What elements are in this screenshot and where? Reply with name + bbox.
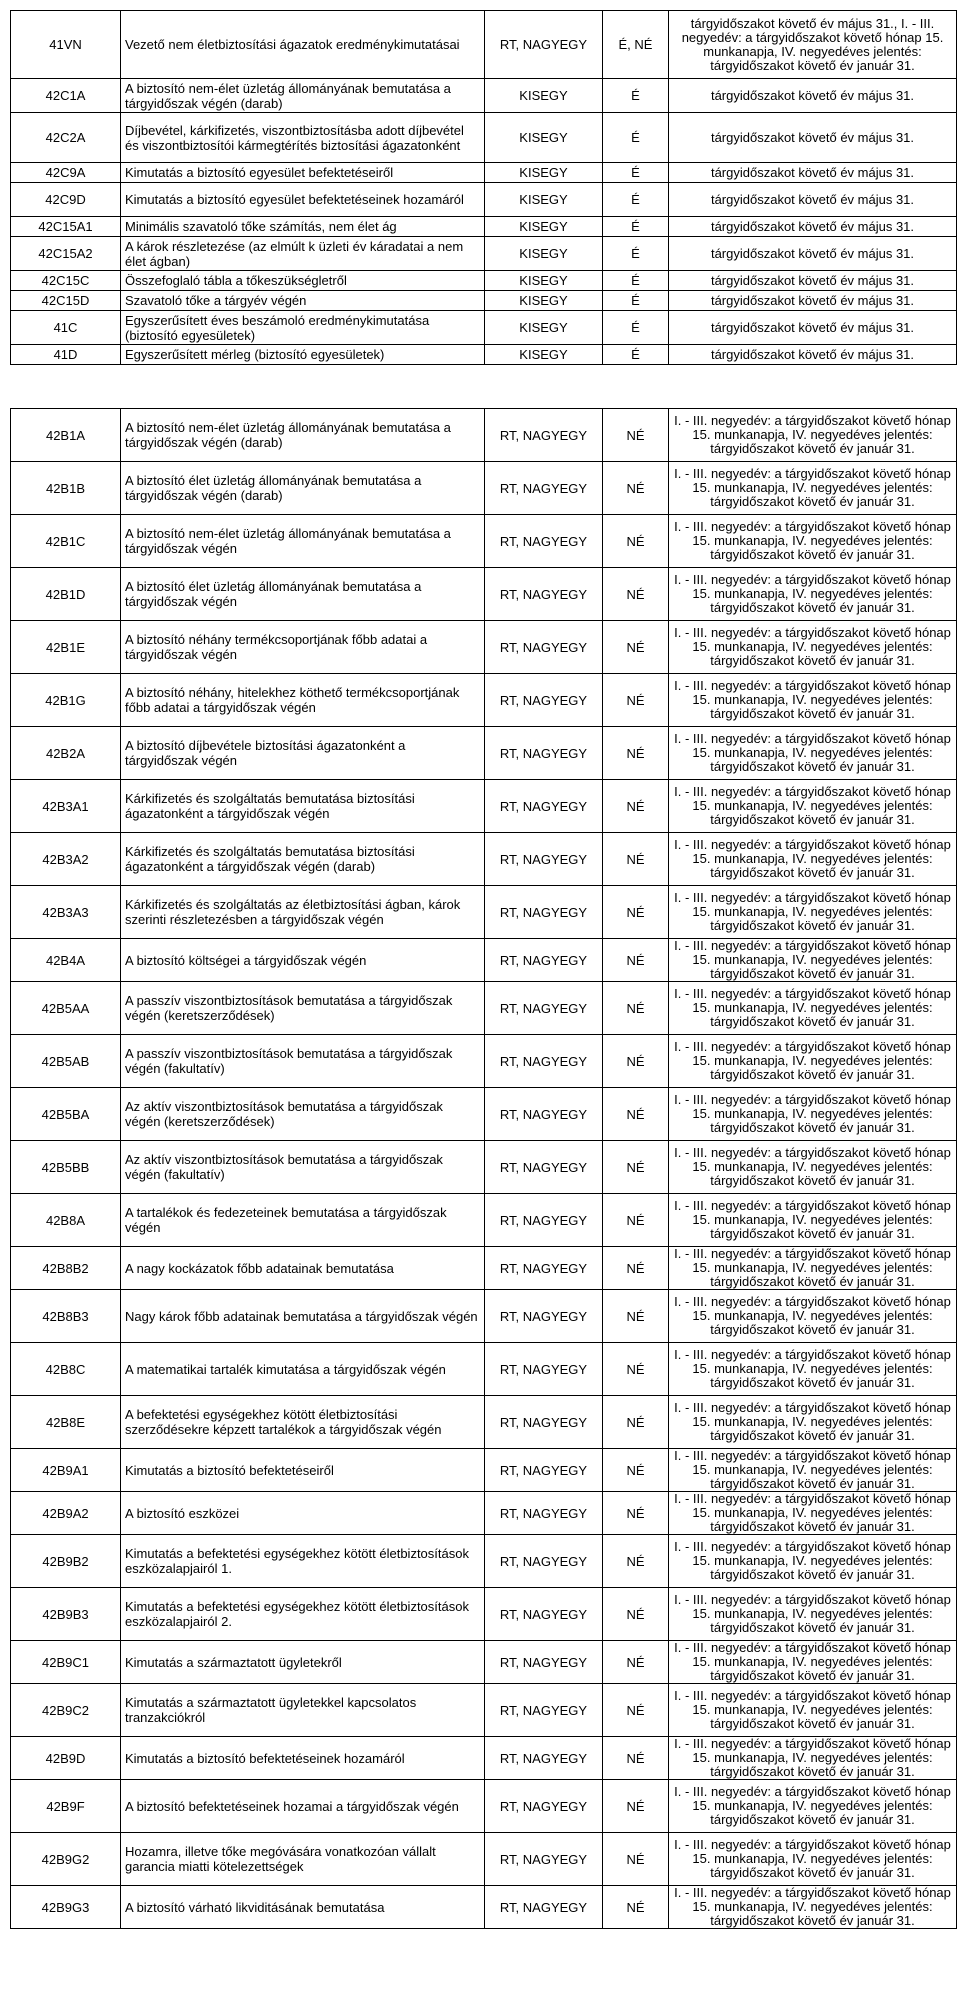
submission-deadline: I. - III. negyedév: a tárgyidőszakot követő hónap 15. munkanapja, IV. negyedéves jelentés: tárgyidőszakot követő év január 31. [669, 1247, 957, 1290]
submission-deadline: I. - III. negyedév: a tárgyidőszakot követő hónap 15. munkanapja, IV. negyedéves jelentés: tárgyidőszakot követő év január 31. [669, 1035, 957, 1088]
report-description: Nagy károk főbb adatainak bemutatása a tárgyidőszak végén [121, 1290, 485, 1343]
report-description: A biztosító nem-élet üzletág állományának bemutatása a tárgyidőszak végén [121, 515, 485, 568]
bottom-table-row [11, 1684, 957, 1737]
reporting-subject: KISEGY [485, 183, 603, 217]
report-description: A biztosító eszközei [121, 1492, 485, 1535]
report-description: Kimutatás a biztosító egyesület befektetéseinek hozamáról [121, 183, 485, 217]
submission-deadline: I. - III. negyedév: a tárgyidőszakot követő hónap 15. munkanapja, IV. negyedéves jelentés: tárgyidőszakot követő év január 31. [669, 886, 957, 939]
submission-deadline: tárgyidőszakot követő év május 31. [669, 291, 957, 311]
submission-deadline: tárgyidőszakot követő év május 31. [669, 237, 957, 271]
submission-deadline: I. - III. negyedév: a tárgyidőszakot követő hónap 15. munkanapja, IV. negyedéves jelentés: tárgyidőszakot követő év január 31. [669, 1641, 957, 1684]
submission-deadline: I. - III. negyedév: a tárgyidőszakot követő hónap 15. munkanapja, IV. negyedéves jelentés: tárgyidőszakot követő év január 31. [669, 1780, 957, 1833]
top-table-row [11, 237, 957, 271]
reporting-subject: RT, NAGYEGY [485, 1492, 603, 1535]
report-code: 42B9G3 [11, 1886, 121, 1929]
submission-deadline: I. - III. negyedév: a tárgyidőszakot követő hónap 15. munkanapja, IV. negyedéves jelentés: tárgyidőszakot követő év január 31. [669, 621, 957, 674]
bottom-table-row [11, 939, 957, 982]
report-description: Kimutatás a származtatott ügyletekről [121, 1641, 485, 1684]
report-description: Kimutatás a biztosító befektetéseiről [121, 1449, 485, 1492]
business-type: É [603, 291, 669, 311]
reporting-subject: RT, NAGYEGY [485, 11, 603, 79]
report-code: 42C2A [11, 113, 121, 163]
reporting-subject: RT, NAGYEGY [485, 833, 603, 886]
report-code: 42C15D [11, 291, 121, 311]
business-type: É [603, 345, 669, 365]
report-code: 42C1A [11, 79, 121, 113]
submission-deadline: tárgyidőszakot követő év május 31. [669, 345, 957, 365]
report-code: 42B1D [11, 568, 121, 621]
reporting-subject: RT, NAGYEGY [485, 621, 603, 674]
report-code: 42B9G2 [11, 1833, 121, 1886]
report-code: 42B8A [11, 1194, 121, 1247]
report-code: 42B1C [11, 515, 121, 568]
bottom-table-row [11, 462, 957, 515]
report-description: Összefoglaló tábla a tőkeszükségletről [121, 271, 485, 291]
report-description: Hozamra, illetve tőke megóvására vonatkozóan vállalt garancia miatti kötelezettségek [121, 1833, 485, 1886]
report-description: A károk részletezése (az elmúlt k üzleti év káradatai a nem élet ágban) [121, 237, 485, 271]
bottom-table-row [11, 1141, 957, 1194]
top-table-row [11, 345, 957, 365]
reporting-subject: RT, NAGYEGY [485, 1035, 603, 1088]
bottom-table-row [11, 1035, 957, 1088]
bottom-table-row [11, 982, 957, 1035]
submission-deadline: tárgyidőszakot követő év május 31. [669, 183, 957, 217]
business-type: NÉ [603, 1641, 669, 1684]
report-code: 42B5AB [11, 1035, 121, 1088]
reporting-subject: RT, NAGYEGY [485, 1290, 603, 1343]
business-type: NÉ [603, 1290, 669, 1343]
submission-deadline: tárgyidőszakot követő év május 31. [669, 217, 957, 237]
business-type: NÉ [603, 1141, 669, 1194]
report-code: 42B9A2 [11, 1492, 121, 1535]
reporting-subject: KISEGY [485, 163, 603, 183]
business-type: NÉ [603, 1737, 669, 1780]
report-code: 42B8C [11, 1343, 121, 1396]
business-type: NÉ [603, 674, 669, 727]
business-type: NÉ [603, 1588, 669, 1641]
bottom-table-row [11, 1588, 957, 1641]
reporting-subject: RT, NAGYEGY [485, 939, 603, 982]
report-description: Az aktív viszontbiztosítások bemutatása a tárgyidőszak végén (keretszerződések) [121, 1088, 485, 1141]
report-code: 42C15C [11, 271, 121, 291]
submission-deadline: I. - III. negyedév: a tárgyidőszakot követő hónap 15. munkanapja, IV. negyedéves jelentés: tárgyidőszakot követő év január 31. [669, 1886, 957, 1929]
submission-deadline: tárgyidőszakot követő év május 31. [669, 79, 957, 113]
submission-deadline: tárgyidőszakot követő év május 31. [669, 271, 957, 291]
report-code: 41VN [11, 11, 121, 79]
business-type: NÉ [603, 1833, 669, 1886]
report-code: 42B3A1 [11, 780, 121, 833]
bottom-report-table [10, 408, 957, 1929]
report-description: Kárkifizetés és szolgáltatás bemutatása biztosítási ágazatonként a tárgyidőszak végén (darab) [121, 833, 485, 886]
business-type: NÉ [603, 409, 669, 462]
submission-deadline: I. - III. negyedév: a tárgyidőszakot követő hónap 15. munkanapja, IV. negyedéves jelentés: tárgyidőszakot követő év január 31. [669, 674, 957, 727]
report-description: Kimutatás a biztosító befektetéseinek hozamáról [121, 1737, 485, 1780]
reporting-subject: RT, NAGYEGY [485, 982, 603, 1035]
report-code: 41C [11, 311, 121, 345]
report-code: 42B9C1 [11, 1641, 121, 1684]
business-type: NÉ [603, 515, 669, 568]
business-type: NÉ [603, 780, 669, 833]
top-table-row [11, 113, 957, 163]
bottom-table-row [11, 674, 957, 727]
report-code: 42C9D [11, 183, 121, 217]
business-type: NÉ [603, 1396, 669, 1449]
business-type: NÉ [603, 1247, 669, 1290]
report-description: A passzív viszontbiztosítások bemutatása a tárgyidőszak végén (keretszerződések) [121, 982, 485, 1035]
submission-deadline: tárgyidőszakot követő év május 31. [669, 163, 957, 183]
report-code: 42B4A [11, 939, 121, 982]
submission-deadline: I. - III. negyedév: a tárgyidőszakot követő hónap 15. munkanapja, IV. negyedéves jelentés: tárgyidőszakot követő év január 31. [669, 1737, 957, 1780]
business-type: É, NÉ [603, 11, 669, 79]
report-description: Kimutatás a befektetési egységekhez kötött életbiztosítások eszközalapjairól 1. [121, 1535, 485, 1588]
reporting-subject: RT, NAGYEGY [485, 568, 603, 621]
bottom-table-row [11, 727, 957, 780]
report-code: 42B5BB [11, 1141, 121, 1194]
top-table-row [11, 11, 957, 79]
business-type: NÉ [603, 568, 669, 621]
submission-deadline: I. - III. negyedév: a tárgyidőszakot követő hónap 15. munkanapja, IV. negyedéves jelentés: tárgyidőszakot követő év január 31. [669, 1141, 957, 1194]
report-description: Kárkifizetés és szolgáltatás az életbiztosítási ágban, károk szerinti részletezésben a tárgyidőszak végén [121, 886, 485, 939]
business-type: NÉ [603, 1886, 669, 1929]
report-description: A tartalékok és fedezeteinek bemutatása a tárgyidőszak végén [121, 1194, 485, 1247]
report-code: 42B1G [11, 674, 121, 727]
bottom-table-row [11, 1492, 957, 1535]
business-type: NÉ [603, 621, 669, 674]
submission-deadline: tárgyidőszakot követő év május 31., I. - III. negyedév: a tárgyidőszakot követő hónap 15. munkanapja, IV. negyedéves jelentés: tárgyidőszakot követő év január 31. [669, 11, 957, 79]
reporting-subject: RT, NAGYEGY [485, 1737, 603, 1780]
reporting-subject: KISEGY [485, 271, 603, 291]
reporting-subject: RT, NAGYEGY [485, 1641, 603, 1684]
business-type: NÉ [603, 1780, 669, 1833]
business-type: É [603, 183, 669, 217]
top-table-row [11, 163, 957, 183]
bottom-table-row [11, 1290, 957, 1343]
bottom-table-row [11, 568, 957, 621]
reporting-subject: RT, NAGYEGY [485, 1141, 603, 1194]
report-description: Díjbevétel, kárkifizetés, viszontbiztosításba adott díjbevétel és viszontbiztosítói kármegtérítés biztosítási ágazatonként [121, 113, 485, 163]
bottom-table-row [11, 515, 957, 568]
reporting-subject: KISEGY [485, 217, 603, 237]
top-table-row [11, 79, 957, 113]
submission-deadline: I. - III. negyedév: a tárgyidőszakot követő hónap 15. munkanapja, IV. negyedéves jelentés: tárgyidőszakot követő év január 31. [669, 1492, 957, 1535]
top-table-row [11, 217, 957, 237]
submission-deadline: I. - III. negyedév: a tárgyidőszakot követő hónap 15. munkanapja, IV. negyedéves jelentés: tárgyidőszakot követő év január 31. [669, 1535, 957, 1588]
reporting-subject: RT, NAGYEGY [485, 727, 603, 780]
report-description: A matematikai tartalék kimutatása a tárgyidőszak végén [121, 1343, 485, 1396]
report-description: A biztosító néhány termékcsoportjának főbb adatai a tárgyidőszak végén [121, 621, 485, 674]
business-type: É [603, 271, 669, 291]
report-code: 42B8E [11, 1396, 121, 1449]
report-code: 42C15A1 [11, 217, 121, 237]
submission-deadline: I. - III. negyedév: a tárgyidőszakot követő hónap 15. munkanapja, IV. negyedéves jelentés: tárgyidőszakot követő év január 31. [669, 462, 957, 515]
business-type: NÉ [603, 1535, 669, 1588]
business-type: É [603, 217, 669, 237]
business-type: NÉ [603, 1684, 669, 1737]
report-code: 42B5AA [11, 982, 121, 1035]
report-description: A biztosító várható likviditásának bemutatása [121, 1886, 485, 1929]
reporting-subject: RT, NAGYEGY [485, 1886, 603, 1929]
submission-deadline: I. - III. negyedév: a tárgyidőszakot követő hónap 15. munkanapja, IV. negyedéves jelentés: tárgyidőszakot követő év január 31. [669, 1396, 957, 1449]
business-type: NÉ [603, 1343, 669, 1396]
report-description: Kimutatás a befektetési egységekhez kötött életbiztosítások eszközalapjairól 2. [121, 1588, 485, 1641]
top-table-row [11, 183, 957, 217]
report-code: 42B8B3 [11, 1290, 121, 1343]
reporting-subject: RT, NAGYEGY [485, 674, 603, 727]
bottom-table-row [11, 1886, 957, 1929]
report-code: 42B3A3 [11, 886, 121, 939]
bottom-table-row [11, 1194, 957, 1247]
submission-deadline: I. - III. negyedév: a tárgyidőszakot követő hónap 15. munkanapja, IV. negyedéves jelentés: tárgyidőszakot követő év január 31. [669, 727, 957, 780]
bottom-table-row [11, 1780, 957, 1833]
report-code: 41D [11, 345, 121, 365]
reporting-subject: RT, NAGYEGY [485, 1247, 603, 1290]
business-type: É [603, 113, 669, 163]
submission-deadline: I. - III. negyedév: a tárgyidőszakot követő hónap 15. munkanapja, IV. negyedéves jelentés: tárgyidőszakot követő év január 31. [669, 568, 957, 621]
submission-deadline: tárgyidőszakot követő év május 31. [669, 113, 957, 163]
report-description: Kárkifizetés és szolgáltatás bemutatása biztosítási ágazatonként a tárgyidőszak végén [121, 780, 485, 833]
reporting-subject: RT, NAGYEGY [485, 462, 603, 515]
business-type: NÉ [603, 833, 669, 886]
reporting-subject: KISEGY [485, 237, 603, 271]
report-description: A biztosító néhány, hitelekhez köthető termékcsoportjának főbb adatai a tárgyidőszak végén [121, 674, 485, 727]
report-description: A befektetési egységekhez kötött életbiztosítási szerződésekre képzett tartalékok a tárgyidőszak végén [121, 1396, 485, 1449]
submission-deadline: I. - III. negyedév: a tárgyidőszakot követő hónap 15. munkanapja, IV. negyedéves jelentés: tárgyidőszakot követő év január 31. [669, 1449, 957, 1492]
reporting-subject: KISEGY [485, 311, 603, 345]
reporting-subject: RT, NAGYEGY [485, 1343, 603, 1396]
reporting-subject: RT, NAGYEGY [485, 1588, 603, 1641]
business-type: NÉ [603, 462, 669, 515]
reporting-subject: RT, NAGYEGY [485, 1449, 603, 1492]
reporting-subject: KISEGY [485, 113, 603, 163]
report-description: A biztosító befektetéseinek hozamai a tárgyidőszak végén [121, 1780, 485, 1833]
business-type: NÉ [603, 1194, 669, 1247]
business-type: NÉ [603, 1449, 669, 1492]
submission-deadline: tárgyidőszakot követő év május 31. [669, 311, 957, 345]
submission-deadline: I. - III. negyedév: a tárgyidőszakot követő hónap 15. munkanapja, IV. negyedéves jelentés: tárgyidőszakot követő év január 31. [669, 1194, 957, 1247]
business-type: NÉ [603, 939, 669, 982]
business-type: NÉ [603, 1492, 669, 1535]
report-code: 42C9A [11, 163, 121, 183]
business-type: NÉ [603, 727, 669, 780]
report-description: Szavatoló tőke a tárgyév végén [121, 291, 485, 311]
report-description: A biztosító nem-élet üzletág állományának bemutatása a tárgyidőszak végén (darab) [121, 409, 485, 462]
reporting-subject: RT, NAGYEGY [485, 409, 603, 462]
bottom-table-row [11, 1247, 957, 1290]
report-description: Az aktív viszontbiztosítások bemutatása a tárgyidőszak végén (fakultatív) [121, 1141, 485, 1194]
business-type: É [603, 79, 669, 113]
bottom-table-row [11, 1535, 957, 1588]
report-code: 42B9D [11, 1737, 121, 1780]
reporting-subject: RT, NAGYEGY [485, 515, 603, 568]
reporting-subject: KISEGY [485, 345, 603, 365]
reporting-subject: RT, NAGYEGY [485, 1396, 603, 1449]
report-description: Vezető nem életbiztosítási ágazatok eredménykimutatásai [121, 11, 485, 79]
report-code: 42B1B [11, 462, 121, 515]
business-type: NÉ [603, 1035, 669, 1088]
report-description: Kimutatás a biztosító egyesület befektetéseiről [121, 163, 485, 183]
report-description: A nagy kockázatok főbb adatainak bemutatása [121, 1247, 485, 1290]
report-description: A passzív viszontbiztosítások bemutatása a tárgyidőszak végén (fakultatív) [121, 1035, 485, 1088]
submission-deadline: I. - III. negyedév: a tárgyidőszakot követő hónap 15. munkanapja, IV. negyedéves jelentés: tárgyidőszakot követő év január 31. [669, 1343, 957, 1396]
reporting-subject: RT, NAGYEGY [485, 886, 603, 939]
report-description: Egyszerűsített éves beszámoló eredménykimutatása (biztosító egyesületek) [121, 311, 485, 345]
submission-deadline: I. - III. negyedév: a tárgyidőszakot követő hónap 15. munkanapja, IV. negyedéves jelentés: tárgyidőszakot követő év január 31. [669, 515, 957, 568]
bottom-table-row [11, 1088, 957, 1141]
submission-deadline: I. - III. negyedév: a tárgyidőszakot követő hónap 15. munkanapja, IV. negyedéves jelentés: tárgyidőszakot követő év január 31. [669, 982, 957, 1035]
business-type: É [603, 311, 669, 345]
bottom-table-row [11, 621, 957, 674]
reporting-subject: KISEGY [485, 291, 603, 311]
bottom-table-row [11, 886, 957, 939]
bottom-table-row [11, 833, 957, 886]
report-code: 42B3A2 [11, 833, 121, 886]
submission-deadline: I. - III. negyedév: a tárgyidőszakot követő hónap 15. munkanapja, IV. negyedéves jelentés: tárgyidőszakot követő év január 31. [669, 1588, 957, 1641]
report-code: 42B9F [11, 1780, 121, 1833]
report-code: 42B9A1 [11, 1449, 121, 1492]
top-report-table [10, 10, 957, 365]
bottom-table-row [11, 1449, 957, 1492]
bottom-table-row [11, 1343, 957, 1396]
submission-deadline: I. - III. negyedév: a tárgyidőszakot követő hónap 15. munkanapja, IV. negyedéves jelentés: tárgyidőszakot követő év január 31. [669, 409, 957, 462]
report-description: Egyszerűsített mérleg (biztosító egyesületek) [121, 345, 485, 365]
bottom-table-row [11, 1396, 957, 1449]
report-code: 42B9C2 [11, 1684, 121, 1737]
report-description: A biztosító élet üzletág állományának bemutatása a tárgyidőszak végén [121, 568, 485, 621]
business-type: NÉ [603, 886, 669, 939]
report-code: 42B5BA [11, 1088, 121, 1141]
report-description: A biztosító élet üzletág állományának bemutatása a tárgyidőszak végén (darab) [121, 462, 485, 515]
report-code: 42B9B3 [11, 1588, 121, 1641]
reporting-subject: RT, NAGYEGY [485, 1833, 603, 1886]
report-code: 42B8B2 [11, 1247, 121, 1290]
submission-deadline: I. - III. negyedév: a tárgyidőszakot követő hónap 15. munkanapja, IV. negyedéves jelentés: tárgyidőszakot követő év január 31. [669, 1088, 957, 1141]
top-table-row [11, 271, 957, 291]
report-description: Kimutatás a származtatott ügyletekkel kapcsolatos tranzakciókról [121, 1684, 485, 1737]
reporting-subject: RT, NAGYEGY [485, 1194, 603, 1247]
reporting-subject: RT, NAGYEGY [485, 780, 603, 833]
report-code: 42C15A2 [11, 237, 121, 271]
bottom-table-row [11, 1833, 957, 1886]
submission-deadline: I. - III. negyedév: a tárgyidőszakot követő hónap 15. munkanapja, IV. negyedéves jelentés: tárgyidőszakot követő év január 31. [669, 1684, 957, 1737]
bottom-table-row [11, 1641, 957, 1684]
top-table-row [11, 311, 957, 345]
submission-deadline: I. - III. negyedév: a tárgyidőszakot követő hónap 15. munkanapja, IV. negyedéves jelentés: tárgyidőszakot követő év január 31. [669, 939, 957, 982]
submission-deadline: I. - III. negyedév: a tárgyidőszakot követő hónap 15. munkanapja, IV. negyedéves jelentés: tárgyidőszakot követő év január 31. [669, 1833, 957, 1886]
reporting-subject: RT, NAGYEGY [485, 1535, 603, 1588]
business-type: É [603, 237, 669, 271]
submission-deadline: I. - III. negyedév: a tárgyidőszakot követő hónap 15. munkanapja, IV. negyedéves jelentés: tárgyidőszakot követő év január 31. [669, 1290, 957, 1343]
report-description: Minimális szavatoló tőke számítás, nem élet ág [121, 217, 485, 237]
report-code: 42B1E [11, 621, 121, 674]
bottom-table-row [11, 409, 957, 462]
reporting-subject: KISEGY [485, 79, 603, 113]
business-type: NÉ [603, 1088, 669, 1141]
reporting-subject: RT, NAGYEGY [485, 1088, 603, 1141]
report-code: 42B9B2 [11, 1535, 121, 1588]
top-table-row [11, 291, 957, 311]
bottom-table-row [11, 780, 957, 833]
report-description: A biztosító díjbevétele biztosítási ágazatonként a tárgyidőszak végén [121, 727, 485, 780]
report-code: 42B2A [11, 727, 121, 780]
reporting-subject: RT, NAGYEGY [485, 1780, 603, 1833]
report-description: A biztosító nem-élet üzletág állományának bemutatása a tárgyidőszak végén (darab) [121, 79, 485, 113]
report-code: 42B1A [11, 409, 121, 462]
bottom-table-row [11, 1737, 957, 1780]
reporting-subject: RT, NAGYEGY [485, 1684, 603, 1737]
submission-deadline: I. - III. negyedév: a tárgyidőszakot követő hónap 15. munkanapja, IV. negyedéves jelentés: tárgyidőszakot követő év január 31. [669, 833, 957, 886]
report-description: A biztosító költségei a tárgyidőszak végén [121, 939, 485, 982]
business-type: NÉ [603, 982, 669, 1035]
business-type: É [603, 163, 669, 183]
submission-deadline: I. - III. negyedév: a tárgyidőszakot követő hónap 15. munkanapja, IV. negyedéves jelentés: tárgyidőszakot követő év január 31. [669, 780, 957, 833]
